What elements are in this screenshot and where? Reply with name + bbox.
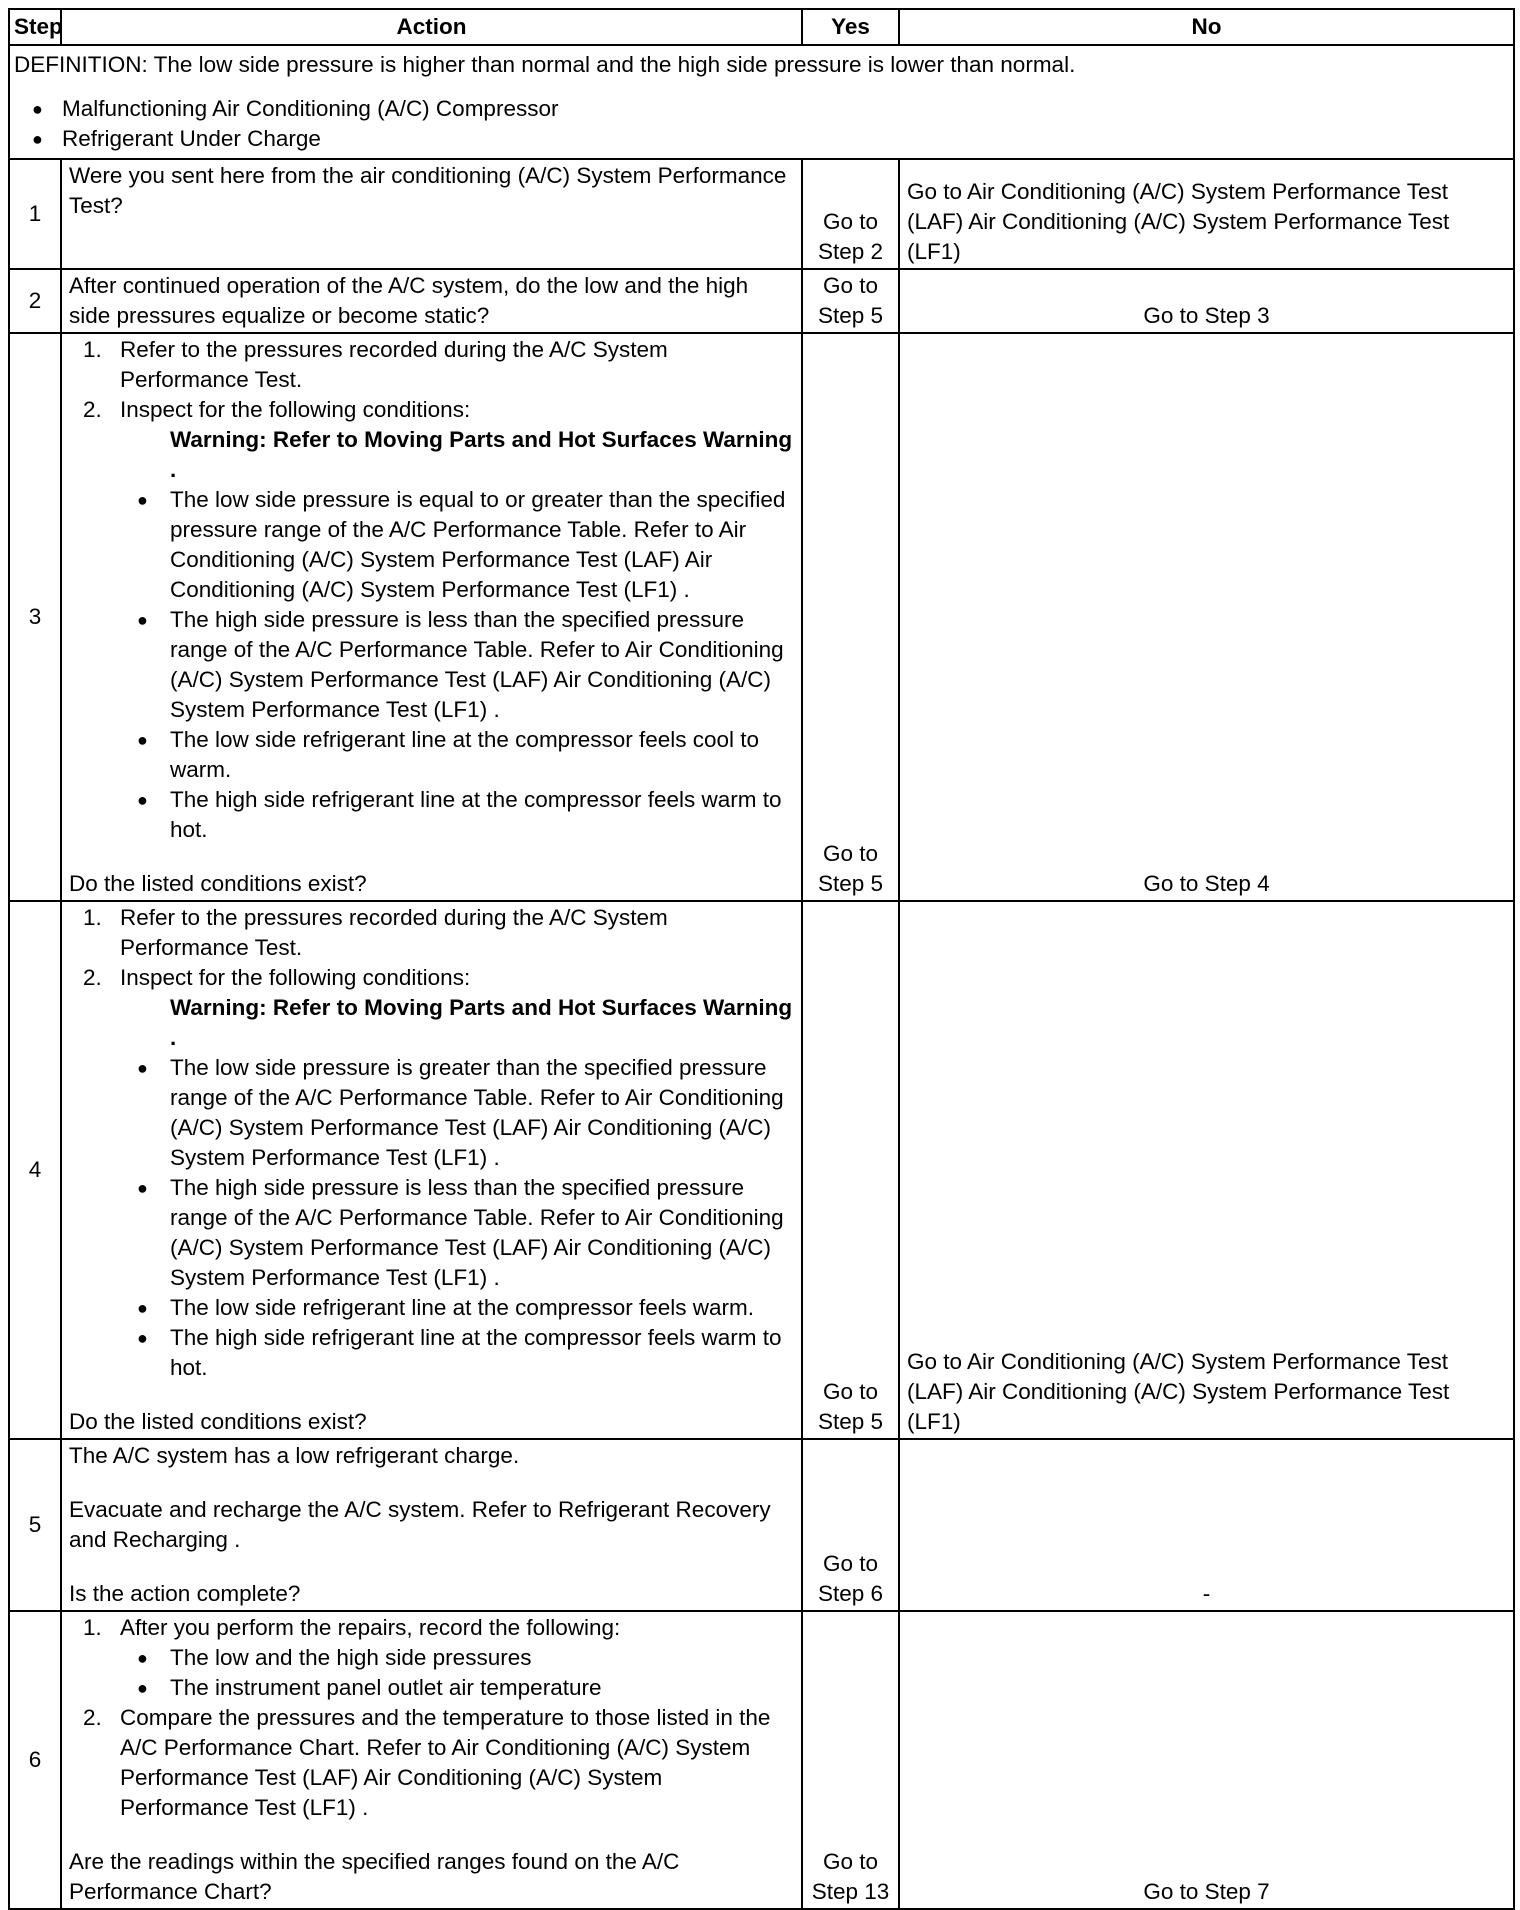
diagnostic-table xyxy=(8,8,1515,1910)
condition-list xyxy=(120,485,794,845)
step-number: 6 xyxy=(9,1611,61,1909)
step-question: Do the listed conditions exist? xyxy=(69,1409,367,1434)
step-row-5 xyxy=(9,1439,1514,1611)
step-action xyxy=(61,159,802,269)
step-row-6 xyxy=(9,1611,1514,1909)
procedure-list xyxy=(69,903,794,1383)
step-row-1 xyxy=(9,159,1514,269)
yes-outcome: Go to Step 5 xyxy=(802,901,899,1439)
no-outcome: Go to Air Conditioning (A/C) System Performance Test (LAF) Air Conditioning (A/C) System Performance Test (LF1) xyxy=(899,901,1514,1439)
condition-item: ● The high side refrigerant line at the compressor feels warm to hot. xyxy=(120,785,794,845)
procedure-item: 1. Refer to the pressures recorded during the A/C System Performance Test. xyxy=(83,905,668,960)
yes-outcome: Go to Step 5 xyxy=(802,333,899,901)
warning-text: Warning: Refer to Moving Parts and Hot Surfaces Warning . xyxy=(170,995,793,1050)
cause-item: ● Refrigerant Under Charge xyxy=(14,124,1507,154)
procedure-item: 2. Inspect for the following conditions: Warning: Refer to Moving Parts and Hot Surfaces Warning . ● The low side pressure is equal to or greater than the specified pressure range of the A/C Performance Table. Refer to Air Conditioning (A/C) System Performance Test (LAF) Air Conditioning (A/C) System Performance Test (LF1) . ● The high side pressure is less than the specified pressure range of the A/C Performance Table. Refer to Air Conditioning (A/C) System Performance Test (LAF) Air Conditioning (A/C) System Performance Test (LF1) . ● The low side refrigerant line at the compressor feels cool to warm. ● The high side refrigerant line at the compressor feels warm to hot. xyxy=(69,395,794,845)
cause-item: ● Malfunctioning Air Conditioning (A/C) Compressor xyxy=(14,94,1507,124)
step-action xyxy=(61,269,802,333)
diagnostic-document xyxy=(8,8,1515,1910)
action-text: Evacuate and recharge the A/C system. Refer to Refrigerant Recovery and Recharging . xyxy=(69,1497,771,1552)
definition-text: DEFINITION: The low side pressure is higher than normal and the high side pressure is lower than normal. xyxy=(14,52,1076,77)
step-number: 4 xyxy=(9,901,61,1439)
step-number: 1 xyxy=(9,159,61,269)
record-item: ● The instrument panel outlet air temperature xyxy=(120,1673,794,1703)
step-number: 3 xyxy=(9,333,61,901)
header-step: Step xyxy=(9,9,61,45)
header-action: Action xyxy=(61,9,802,45)
step-row-4 xyxy=(9,901,1514,1439)
procedure-item: 1. After you perform the repairs, record the following: ● The low and the high side pressures ● The instrument panel outlet air temperature xyxy=(69,1613,794,1703)
action-text: The A/C system has a low refrigerant charge. xyxy=(69,1443,520,1468)
procedure-item: 2. Inspect for the following conditions: Warning: Refer to Moving Parts and Hot Surfaces Warning . ● The low side pressure is greater than the specified pressure range of the A/C Performance Table. Refer to Air Conditioning (A/C) System Performance Test (LAF) Air Conditioning (A/C) System Performance Test (LF1) . ● The high side pressure is less than the specified pressure range of the A/C Performance Table. Refer to Air Conditioning (A/C) System Performance Test (LAF) Air Conditioning (A/C) System Performance Test (LF1) . ● The low side refrigerant line at the compressor feels warm. ● The high side refrigerant line at the compressor feels warm to hot. xyxy=(69,963,794,1383)
step-question: Are the readings within the specified ranges found on the A/C Performance Chart? xyxy=(69,1849,680,1904)
cause-list xyxy=(14,94,1507,154)
procedure-list xyxy=(69,1613,794,1823)
condition-item: ● The high side refrigerant line at the compressor feels warm to hot. xyxy=(120,1323,794,1383)
record-item: ● The low and the high side pressures xyxy=(120,1643,794,1673)
condition-item: ● The low side refrigerant line at the compressor feels cool to warm. xyxy=(120,725,794,785)
yes-outcome: Go to Step 13 xyxy=(802,1611,899,1909)
step-question: Do the listed conditions exist? xyxy=(69,871,367,896)
step-row-3 xyxy=(9,333,1514,901)
procedure-item: 1. Refer to the pressures recorded during the A/C System Performance Test. xyxy=(83,337,668,392)
no-outcome: Go to Step 3 xyxy=(899,269,1514,333)
step-action xyxy=(61,333,802,901)
step-number: 5 xyxy=(9,1439,61,1611)
header-row xyxy=(9,9,1514,45)
condition-item: ● The high side pressure is less than the specified pressure range of the A/C Performance Table. Refer to Air Conditioning (A/C) System Performance Test (LAF) Air Conditioning (A/C) System Performance Test (LF1) . xyxy=(120,1173,794,1293)
no-outcome: Go to Air Conditioning (A/C) System Performance Test (LAF) Air Conditioning (A/C) System Performance Test (LF1) xyxy=(899,159,1514,269)
no-outcome: Go to Step 4 xyxy=(899,333,1514,901)
step-number: 2 xyxy=(9,269,61,333)
yes-outcome: Go to Step 6 xyxy=(802,1439,899,1611)
condition-item: ● The low side refrigerant line at the compressor feels warm. xyxy=(120,1293,794,1323)
step-question: After continued operation of the A/C system, do the low and the high side pressures equalize or become static? xyxy=(69,273,749,328)
record-list xyxy=(120,1643,794,1703)
procedure-item: 2. Compare the pressures and the temperature to those listed in the A/C Performance Chart. Refer to Air Conditioning (A/C) System Performance Test (LAF) Air Conditioning (A/C) System Performance Test (LF1) . xyxy=(83,1705,771,1820)
condition-item: ● The high side pressure is less than the specified pressure range of the A/C Performance Table. Refer to Air Conditioning (A/C) System Performance Test (LAF) Air Conditioning (A/C) System Performance Test (LF1) . xyxy=(120,605,794,725)
no-outcome: - xyxy=(899,1439,1514,1611)
yes-outcome: Go to Step 5 xyxy=(802,269,899,333)
procedure-list xyxy=(69,335,794,845)
step-action xyxy=(61,1611,802,1909)
no-outcome: Go to Step 7 xyxy=(899,1611,1514,1909)
condition-item: ● The low side pressure is greater than the specified pressure range of the A/C Performance Table. Refer to Air Conditioning (A/C) System Performance Test (LAF) Air Conditioning (A/C) System Performance Test (LF1) . xyxy=(120,1053,794,1173)
warning-text: Warning: Refer to Moving Parts and Hot Surfaces Warning . xyxy=(170,427,793,482)
step-row-2 xyxy=(9,269,1514,333)
definition-row xyxy=(9,45,1514,159)
step-action xyxy=(61,1439,802,1611)
yes-outcome: Go to Step 2 xyxy=(802,159,899,269)
condition-item: ● The low side pressure is equal to or greater than the specified pressure range of the A/C Performance Table. Refer to Air Conditioning (A/C) System Performance Test (LAF) Air Conditioning (A/C) System Performance Test (LF1) . xyxy=(120,485,794,605)
step-action xyxy=(61,901,802,1439)
header-yes: Yes xyxy=(802,9,899,45)
step-question: Were you sent here from the air conditioning (A/C) System Performance Test? xyxy=(69,163,787,218)
condition-list xyxy=(120,1053,794,1383)
step-question: Is the action complete? xyxy=(69,1581,301,1606)
header-no: No xyxy=(899,9,1514,45)
